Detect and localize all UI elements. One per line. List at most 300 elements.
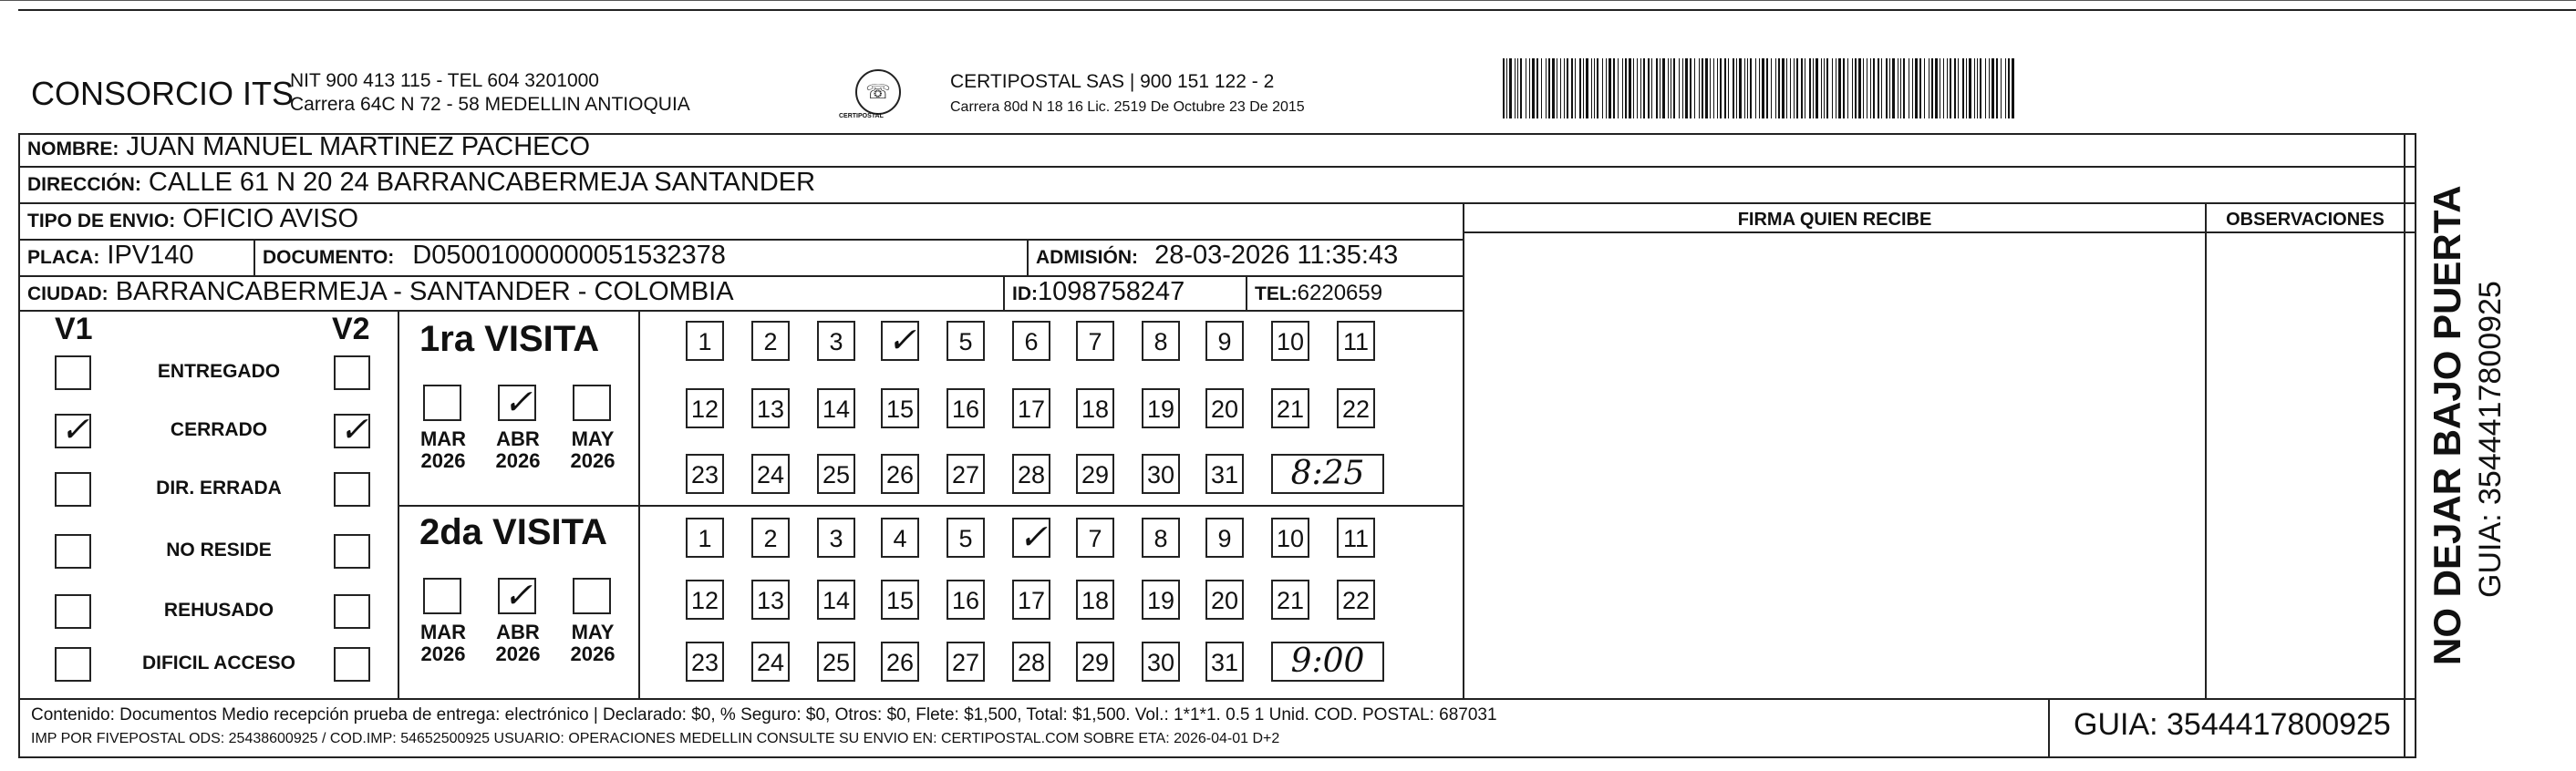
barcode-bar xyxy=(1878,58,1879,118)
second-visit-day-26[interactable]: 26 xyxy=(881,642,919,682)
barcode-bar xyxy=(1759,58,1760,118)
barcode-bar xyxy=(1682,58,1683,118)
second-visit-day-3[interactable]: 3 xyxy=(817,518,855,558)
barcode-bar xyxy=(1954,58,1956,118)
row-divider xyxy=(18,310,1463,312)
certi-line2: Carrera 80d N 18 16 Lic. 2519 De Octubre 23 De 2015 xyxy=(950,99,1305,115)
first-visit-day-7[interactable]: 7 xyxy=(1076,321,1114,361)
barcode-bar xyxy=(1832,58,1833,118)
barcode-bar xyxy=(1724,58,1726,118)
first-visit-day-3[interactable]: 3 xyxy=(817,321,855,361)
row-divider xyxy=(18,698,2416,700)
visit-divider xyxy=(398,505,1463,507)
second-visit-day-1[interactable]: 1 xyxy=(686,518,724,558)
col-divider xyxy=(253,239,255,275)
barcode-bar xyxy=(1541,58,1542,118)
second-visit-day-10[interactable]: 10 xyxy=(1271,518,1309,558)
first-visit-day-14[interactable]: 14 xyxy=(817,388,855,428)
barcode-bar xyxy=(1969,58,1971,118)
status-label-no-reside: NO RESIDE xyxy=(166,540,272,560)
first-visit-day-27[interactable]: 27 xyxy=(947,454,985,494)
second-visit-month-mark: ✓ xyxy=(503,575,533,615)
barcode-bar xyxy=(1548,58,1550,118)
barcode-bar xyxy=(1919,58,1921,118)
barcode-bar xyxy=(1989,58,1990,118)
barcode-bar xyxy=(1637,58,1638,118)
first-visit-day-29[interactable]: 29 xyxy=(1076,454,1114,494)
second-visit-hour: 9:00 xyxy=(1271,642,1384,682)
barcode-bar xyxy=(1594,58,1595,118)
barcode-bar xyxy=(1622,58,1623,118)
second-visit-day-23[interactable]: 23 xyxy=(686,642,724,682)
barcode-bar xyxy=(1575,58,1576,118)
month-year: 2026 xyxy=(420,449,466,472)
company-name: CONSORCIO ITS xyxy=(31,75,295,112)
nit-line: NIT 900 413 115 - TEL 604 3201000 xyxy=(290,70,599,91)
first-visit-day-9[interactable]: 9 xyxy=(1205,321,1244,361)
footer-content-line: Contenido: Documentos Medio recepción prueba de entrega: electrónico | Declarado: $0, % Seguro: $0, Otros: $0, Flete: $1,500, Total: $1,500. Vol.: 1*1*1. 0.5 1 Unid. COD. POSTAL: 687031 xyxy=(31,705,1497,725)
first-visit-day-24[interactable]: 24 xyxy=(751,454,790,494)
first-visit-hour: 8:25 xyxy=(1271,454,1384,494)
second-visit-day-7[interactable]: 7 xyxy=(1076,518,1114,558)
v2-checkbox-entregado[interactable] xyxy=(334,355,370,390)
barcode-bar xyxy=(1786,58,1787,118)
col-divider xyxy=(1246,275,1247,310)
ciudad-label: CIUDAD: xyxy=(27,283,109,304)
direccion-field xyxy=(27,168,815,198)
barcode-bar xyxy=(2012,58,2014,118)
barcode-bar xyxy=(1571,58,1573,118)
second-visit-month-mar-label xyxy=(416,622,471,665)
barcode-bar xyxy=(1744,58,1745,118)
footer-imp-line: IMP POR FIVEPOSTAL ODS: 25438600925 / COD.IMP: 54652500925 USUARIO: OPERACIONES MEDELLIN CONSULTE SU ENVIO EN: CERTIPOSTAL.COM SOBRE ETA: 2026-04-01 D+2 xyxy=(31,731,1280,746)
tipo-value: OFICIO AVISO xyxy=(182,204,359,233)
second-visit-day-31[interactable]: 31 xyxy=(1205,642,1244,682)
second-visit-day-14[interactable]: 14 xyxy=(817,580,855,620)
first-visit-day-26[interactable]: 26 xyxy=(881,454,919,494)
v2-checkbox-cerrado[interactable] xyxy=(334,409,370,449)
second-visit-day-15[interactable]: 15 xyxy=(881,580,919,620)
status-label-entregado: ENTREGADO xyxy=(157,361,281,382)
barcode-bar xyxy=(1775,58,1776,118)
first-visit-day-6[interactable]: 6 xyxy=(1012,321,1050,361)
v1-header: V1 xyxy=(55,312,93,346)
barcode-bar xyxy=(1766,58,1768,118)
v2-checkbox-no-reside[interactable] xyxy=(334,534,370,569)
status-label-dir-errada: DIR. ERRADA xyxy=(156,478,282,499)
barcode-bar xyxy=(1855,58,1857,118)
v1-checkbox-entregado[interactable] xyxy=(55,355,91,390)
id-label: ID: xyxy=(1012,283,1038,304)
id-field xyxy=(1012,277,1185,307)
first-visit-day-21[interactable]: 21 xyxy=(1271,388,1309,428)
second-visit-day-4[interactable]: 4 xyxy=(881,518,919,558)
barcode-bar xyxy=(1943,58,1944,118)
first-visit-day-8[interactable]: 8 xyxy=(1142,321,1180,361)
barcode-bar xyxy=(1520,58,1522,118)
tipo-label: TIPO DE ENVIO: xyxy=(27,211,176,231)
first-visit-month-mar-checkbox[interactable] xyxy=(423,385,461,421)
barcode-bar xyxy=(1801,58,1803,118)
barcode-bar xyxy=(1750,58,1752,118)
barcode-bar xyxy=(1950,58,1951,118)
barcode-bar xyxy=(1985,58,1986,118)
barcode-bar xyxy=(1755,58,1756,118)
first-visit-day-10[interactable]: 10 xyxy=(1271,321,1309,361)
v2-checkbox-dir-errada[interactable] xyxy=(334,472,370,507)
barcode-bar xyxy=(1886,58,1888,118)
barcode-bar xyxy=(1931,58,1933,118)
month-name: ABR xyxy=(496,427,540,450)
barcode-bar xyxy=(1552,58,1555,118)
certipostal-info xyxy=(950,69,1305,120)
month-year: 2026 xyxy=(570,642,616,665)
barcode-bar xyxy=(1838,58,1841,118)
barcode-bar xyxy=(1813,58,1814,118)
second-visit-day-12[interactable]: 12 xyxy=(686,580,724,620)
first-visit-day-4[interactable] xyxy=(881,321,919,361)
certipostal-logo-text: CERTIPOSTAL xyxy=(839,113,884,119)
barcode-bar xyxy=(1924,58,1925,118)
first-visit-day-15[interactable]: 15 xyxy=(881,388,919,428)
barcode-bar xyxy=(1843,58,1845,118)
second-visit-month-abr-checkbox[interactable] xyxy=(498,575,536,615)
barcode-bar xyxy=(1889,58,1890,118)
month-name: MAY xyxy=(571,427,615,450)
direccion-value: CALLE 61 N 20 24 BARRANCABERMEJA SANTANDER xyxy=(148,168,816,197)
admision-label: ADMISIÓN: xyxy=(1036,247,1138,268)
first-visit-day-12[interactable]: 12 xyxy=(686,388,724,428)
first-visit-day-22[interactable]: 22 xyxy=(1337,388,1375,428)
first-visit-day-30[interactable]: 30 xyxy=(1142,454,1180,494)
second-visit-month-abr-label xyxy=(491,622,545,665)
v1-checkbox-dificil-acceso[interactable] xyxy=(55,647,91,682)
tel-value: 6220659 xyxy=(1297,281,1383,305)
first-visit-month-may-label xyxy=(565,428,620,472)
first-visit-day-25[interactable]: 25 xyxy=(817,454,855,494)
barcode-bar xyxy=(1852,58,1853,118)
v1-checkbox-cerrado[interactable] xyxy=(55,409,91,449)
barcode-bar xyxy=(1892,58,1895,118)
barcode-bar xyxy=(1602,58,1603,118)
barcode-bar xyxy=(1710,58,1711,118)
barcode-bar xyxy=(1648,58,1650,118)
col-divider xyxy=(638,310,640,698)
month-name: ABR xyxy=(496,621,540,643)
barcode-bar xyxy=(1613,58,1615,118)
first-visit-day-31[interactable]: 31 xyxy=(1205,454,1244,494)
barcode-bar xyxy=(1796,58,1798,118)
first-visit-month-abr-label xyxy=(491,428,545,472)
v2-checkbox-rehusado[interactable] xyxy=(334,594,370,629)
barcode-bar xyxy=(1564,58,1565,118)
col-divider xyxy=(398,310,399,698)
barcode-bar xyxy=(1762,58,1764,118)
no-dejar-warning: NO DEJAR BAJO PUERTA xyxy=(2426,185,2468,665)
month-year: 2026 xyxy=(495,449,541,472)
first-visit-day-13[interactable]: 13 xyxy=(751,388,790,428)
barcode-bar xyxy=(2005,58,2006,118)
barcode-bar xyxy=(1826,58,1828,118)
barcode-bar xyxy=(1912,58,1913,118)
first-visit-month-may-checkbox[interactable] xyxy=(573,385,611,421)
barcode-bar xyxy=(1717,58,1718,118)
tipo-envio-field xyxy=(27,204,358,234)
barcode-bar xyxy=(1747,58,1748,118)
footer-guia: GUIA: 3544417800925 xyxy=(2074,707,2391,742)
placa-label: PLACA: xyxy=(27,247,100,268)
barcode-bar xyxy=(1847,58,1848,118)
barcode-bar xyxy=(1962,58,1964,118)
placa-value: IPV140 xyxy=(107,241,194,270)
barcode-bar xyxy=(1591,58,1592,118)
nombre-field xyxy=(27,132,590,162)
documento-label: DOCUMENTO: xyxy=(263,247,395,268)
barcode-bar xyxy=(1532,58,1535,118)
row-divider xyxy=(1463,231,2416,233)
barcode-bar xyxy=(1728,58,1729,118)
second-visit-day-6[interactable] xyxy=(1012,518,1050,558)
barcode-bar xyxy=(1536,58,1538,118)
second-visit-day-11[interactable]: 11 xyxy=(1337,518,1375,558)
nombre-value: JUAN MANUEL MARTINEZ PACHECO xyxy=(126,132,591,161)
status-label-dificil-acceso: DIFICIL ACCESO xyxy=(141,653,295,673)
barcode-bar xyxy=(1699,58,1700,118)
first-visit-day-mark: ✓ xyxy=(887,320,916,360)
second-visit-day-24[interactable]: 24 xyxy=(751,642,790,682)
barcode-bar xyxy=(1651,58,1652,118)
v1-checkbox-no-reside[interactable] xyxy=(55,534,91,569)
tel-label: TEL: xyxy=(1255,283,1298,304)
month-year: 2026 xyxy=(420,642,466,665)
direccion-label: DIRECCIÓN: xyxy=(27,174,141,195)
certi-line1: CERTIPOSTAL SAS | 900 151 122 - 2 xyxy=(950,71,1275,92)
scan-edge-top-outer xyxy=(0,0,2576,1)
barcode-bar xyxy=(1870,58,1871,118)
barcode-bar xyxy=(1705,58,1708,118)
first-visit-month-mar-label xyxy=(416,428,471,472)
second-visit-day-mark: ✓ xyxy=(1019,517,1048,557)
barcode-bar xyxy=(1643,58,1645,118)
v2-check-mark: ✓ xyxy=(339,409,368,449)
barcode-bar xyxy=(1881,58,1882,118)
barcode-bar xyxy=(1546,58,1547,118)
v1-check-mark: ✓ xyxy=(60,409,89,449)
barcode-bar xyxy=(1733,58,1734,118)
barcode-bar xyxy=(1618,58,1619,118)
month-name: MAR xyxy=(419,427,467,450)
observaciones-column-title: OBSERVACIONES xyxy=(2226,210,2385,230)
first-visit-day-20[interactable]: 20 xyxy=(1205,388,1244,428)
barcode-bar xyxy=(1863,58,1864,118)
barcode-bar xyxy=(2001,58,2002,118)
first-visit-month-abr-checkbox[interactable] xyxy=(498,382,536,422)
barcode-bar xyxy=(1529,58,1530,118)
barcode-bar xyxy=(1935,58,1938,118)
col-divider xyxy=(1003,275,1005,310)
barcode-bar xyxy=(1873,58,1875,118)
second-visit-day-20[interactable]: 20 xyxy=(1205,580,1244,620)
barcode-bar xyxy=(1694,58,1695,118)
first-visit-day-19[interactable]: 19 xyxy=(1142,388,1180,428)
barcode-bar xyxy=(1579,58,1581,118)
second-visit-day-9[interactable]: 9 xyxy=(1205,518,1244,558)
second-visit-month-mar-checkbox[interactable] xyxy=(423,578,461,614)
second-visit-day-13[interactable]: 13 xyxy=(751,580,790,620)
second-visit-day-29[interactable]: 29 xyxy=(1076,642,1114,682)
documento-value: D05001000000051532378 xyxy=(412,241,726,270)
documento-field xyxy=(263,241,726,271)
v1-checkbox-rehusado[interactable] xyxy=(55,594,91,629)
barcode-bar xyxy=(1980,58,1981,118)
first-visit-day-11[interactable]: 11 xyxy=(1337,321,1375,361)
scan-edge-top xyxy=(18,9,2576,11)
barcode-bar xyxy=(1809,58,1811,118)
barcode-bar xyxy=(1656,58,1658,118)
first-visit-title: 1ra VISITA xyxy=(419,319,600,359)
barcode-bar xyxy=(1560,58,1561,118)
barcode-bar xyxy=(1509,58,1512,118)
col-divider xyxy=(2404,133,2405,758)
first-visit-day-1[interactable]: 1 xyxy=(686,321,724,361)
second-visit-month-may-label xyxy=(565,622,620,665)
barcode-bar xyxy=(2008,58,2010,118)
barcode-bar xyxy=(1790,58,1791,118)
barcode-bar xyxy=(1736,58,1737,118)
first-visit-day-5[interactable]: 5 xyxy=(947,321,985,361)
barcode-bar xyxy=(1958,58,1959,118)
second-visit-day-28[interactable]: 28 xyxy=(1012,642,1050,682)
barcode-bar xyxy=(1782,58,1785,118)
barcode-bar xyxy=(1567,58,1568,118)
v1-checkbox-dir-errada[interactable] xyxy=(55,472,91,507)
second-visit-month-may-checkbox[interactable] xyxy=(573,578,611,614)
barcode-bar xyxy=(1713,58,1714,118)
second-visit-day-8[interactable]: 8 xyxy=(1142,518,1180,558)
second-visit-day-25[interactable]: 25 xyxy=(817,642,855,682)
barcode-bar xyxy=(1515,58,1516,118)
barcode-bar xyxy=(1609,58,1611,118)
barcode-bar xyxy=(1858,58,1861,118)
status-label-cerrado: CERRADO xyxy=(170,419,268,440)
second-visit-day-17[interactable]: 17 xyxy=(1012,580,1050,620)
barcode-bar xyxy=(1996,58,1998,118)
barcode-bar xyxy=(1991,58,1994,118)
first-visit-day-18[interactable]: 18 xyxy=(1076,388,1114,428)
firma-column-title: FIRMA QUIEN RECIBE xyxy=(1737,210,1932,230)
second-visit-day-16[interactable]: 16 xyxy=(947,580,985,620)
barcode-bar xyxy=(1794,58,1795,118)
barcode-bar xyxy=(1679,58,1680,118)
barcode-bar xyxy=(1583,58,1584,118)
col-divider xyxy=(1463,202,1464,698)
barcode-bar xyxy=(1915,58,1918,118)
first-visit-day-17[interactable]: 17 xyxy=(1012,388,1050,428)
row-divider xyxy=(18,202,2416,204)
barcode-bar xyxy=(1821,58,1822,118)
barcode-bar xyxy=(1778,58,1780,118)
barcode-bar xyxy=(1633,58,1634,118)
barcode-bar xyxy=(1816,58,1818,118)
barcode-bar xyxy=(1517,58,1518,118)
first-visit-day-28[interactable]: 28 xyxy=(1012,454,1050,494)
admision-field xyxy=(1036,241,1398,271)
col-divider xyxy=(2205,202,2207,698)
barcode-bar xyxy=(1824,58,1825,118)
second-visit-day-30[interactable]: 30 xyxy=(1142,642,1180,682)
barcode-bar xyxy=(1606,58,1607,118)
admision-value: 28-03-2026 11:35:43 xyxy=(1154,241,1399,270)
month-name: MAR xyxy=(419,621,467,643)
barcode-bar xyxy=(1720,58,1722,118)
barcode-bar xyxy=(1586,58,1588,118)
second-visit-day-5[interactable]: 5 xyxy=(947,518,985,558)
first-visit-month-mark: ✓ xyxy=(503,382,533,422)
nombre-label: NOMBRE: xyxy=(27,139,119,159)
month-year: 2026 xyxy=(570,449,616,472)
barcode-bar xyxy=(1640,58,1641,118)
side-guia: GUIA: 3544417800925 xyxy=(2473,281,2508,598)
first-visit-day-16[interactable]: 16 xyxy=(947,388,985,428)
second-visit-day-18[interactable]: 18 xyxy=(1076,580,1114,620)
id-value: 1098758247 xyxy=(1038,277,1185,306)
barcode-bar xyxy=(1974,58,1975,118)
v2-checkbox-dificil-acceso[interactable] xyxy=(334,647,370,682)
company-info xyxy=(290,69,690,117)
col-divider xyxy=(1027,239,1029,275)
barcode-bar xyxy=(1966,58,1967,118)
second-visit-day-19[interactable]: 19 xyxy=(1142,580,1180,620)
barcode-bar xyxy=(1690,58,1691,118)
second-visit-title: 2da VISITA xyxy=(419,512,607,552)
barcode-bar xyxy=(1771,58,1772,118)
barcode-bar xyxy=(1702,58,1703,118)
second-visit-day-22[interactable]: 22 xyxy=(1337,580,1375,620)
second-visit-day-21[interactable]: 21 xyxy=(1271,580,1309,620)
first-visit-day-2[interactable]: 2 xyxy=(751,321,790,361)
barcode-bar xyxy=(1673,58,1675,118)
barcode-bar xyxy=(1625,58,1627,118)
second-visit-day-27[interactable]: 27 xyxy=(947,642,985,682)
month-year: 2026 xyxy=(495,642,541,665)
tel-field xyxy=(1255,277,1382,307)
certipostal-logo-icon: ☏ xyxy=(855,69,901,115)
month-name: MAY xyxy=(571,621,615,643)
ciudad-field xyxy=(27,277,734,307)
barcode-bar xyxy=(1662,58,1665,118)
placa-field xyxy=(27,241,194,271)
second-visit-day-2[interactable]: 2 xyxy=(751,518,790,558)
first-visit-day-23[interactable]: 23 xyxy=(686,454,724,494)
barcode-bar xyxy=(1629,58,1631,118)
barcode-bar xyxy=(1903,58,1905,118)
barcode-bar xyxy=(1685,58,1688,118)
barcode-bar xyxy=(1597,58,1598,118)
barcode-bar xyxy=(1977,58,1978,118)
col-divider xyxy=(2048,698,2050,758)
barcode xyxy=(1503,58,2019,118)
ciudad-value: BARRANCABERMEJA - SANTANDER - COLOMBIA xyxy=(115,277,734,306)
barcode-bar xyxy=(1506,58,1507,118)
barcode-bar xyxy=(1668,58,1669,118)
barcode-bar xyxy=(1947,58,1948,118)
barcode-bar xyxy=(1900,58,1901,118)
status-label-rehusado: REHUSADO xyxy=(163,600,274,621)
address-line: Carrera 64C N 72 - 58 MEDELLIN ANTIOQUIA xyxy=(290,94,690,115)
barcode-bar xyxy=(1503,58,1505,118)
barcode-bar xyxy=(1739,58,1742,118)
v2-header: V2 xyxy=(332,312,370,346)
